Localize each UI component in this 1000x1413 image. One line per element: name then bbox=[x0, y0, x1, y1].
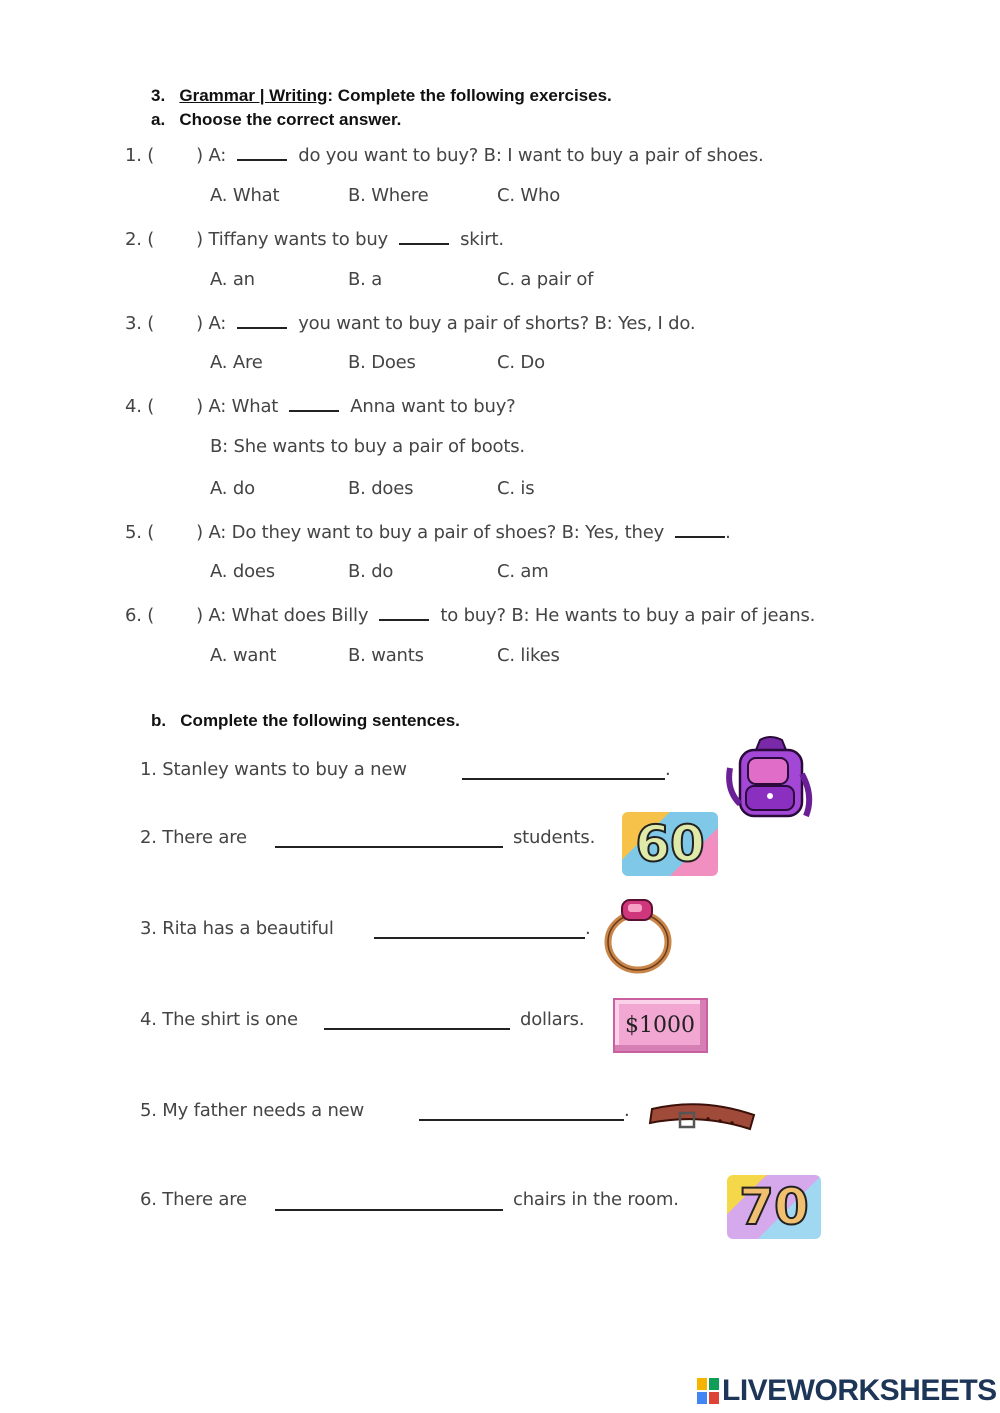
question-text-rest: do you want to buy? B: I want to buy a pair of shoes. bbox=[298, 145, 764, 166]
option-a[interactable]: A. do bbox=[210, 478, 255, 499]
sentence-2: 2. There are bbox=[140, 827, 247, 848]
sentence-6-end: chairs in the room. bbox=[513, 1189, 679, 1210]
option-c[interactable]: C. a pair of bbox=[497, 269, 594, 290]
question-3 bbox=[125, 311, 695, 334]
blank-3 bbox=[237, 311, 287, 329]
question-text-rest: you want to buy a pair of shorts? B: Yes, I do. bbox=[298, 313, 696, 334]
liveworksheets-logo-icon bbox=[697, 1378, 719, 1406]
title-rest: : Complete the following exercises. bbox=[327, 86, 612, 105]
option-b[interactable]: B. wants bbox=[348, 645, 424, 666]
question-number: 3. ( bbox=[125, 313, 155, 334]
part-a-label: a. bbox=[151, 110, 166, 129]
number-60-tile bbox=[622, 812, 718, 876]
question-text-rest: Anna want to buy? bbox=[350, 396, 516, 417]
answer-line-4[interactable] bbox=[324, 1028, 510, 1030]
option-b[interactable]: B. does bbox=[348, 478, 414, 499]
title-sep: | bbox=[254, 86, 270, 105]
part-b-heading bbox=[151, 711, 460, 731]
question-4-line2: B: She wants to buy a pair of boots. bbox=[210, 436, 525, 457]
question-2 bbox=[125, 227, 504, 250]
option-a[interactable]: A. Are bbox=[210, 352, 263, 373]
question-number: 6. ( bbox=[125, 605, 155, 626]
option-c[interactable]: C. am bbox=[497, 561, 549, 582]
question-6 bbox=[125, 603, 815, 626]
question-1 bbox=[125, 143, 764, 166]
option-a[interactable]: A. What bbox=[210, 185, 280, 206]
option-a[interactable]: A. an bbox=[210, 269, 255, 290]
title-grammar: Grammar bbox=[179, 86, 255, 105]
price-tag-label: $1000 bbox=[625, 1013, 695, 1038]
option-a[interactable]: A. does bbox=[210, 561, 275, 582]
blank-5 bbox=[675, 520, 725, 538]
question-5 bbox=[125, 520, 731, 543]
sentence-4-end: dollars. bbox=[520, 1009, 585, 1030]
option-b[interactable]: B. a bbox=[348, 269, 383, 290]
blank-4 bbox=[289, 394, 339, 412]
number-70-tile bbox=[727, 1175, 821, 1239]
question-text: ) A: What does Billy bbox=[196, 605, 369, 626]
answer-line-1[interactable] bbox=[462, 778, 665, 780]
answer-line-3[interactable] bbox=[374, 937, 585, 939]
blank-2 bbox=[399, 227, 449, 245]
question-text: ) A: What bbox=[196, 396, 279, 417]
question-number: 2. ( bbox=[125, 229, 155, 250]
question-text: ) A: bbox=[196, 313, 227, 334]
question-text: ) A: bbox=[196, 145, 227, 166]
option-c[interactable]: C. is bbox=[497, 478, 535, 499]
question-number: 4. ( bbox=[125, 396, 155, 417]
question-number: 5. ( bbox=[125, 522, 155, 543]
number-60-label: 60 bbox=[635, 815, 705, 873]
sentence-3: 3. Rita has a beautiful bbox=[140, 918, 334, 939]
option-b[interactable]: B. Where bbox=[348, 185, 429, 206]
backpack-icon bbox=[726, 734, 814, 826]
answer-line-2[interactable] bbox=[275, 846, 503, 848]
answer-line-5[interactable] bbox=[419, 1119, 624, 1121]
question-text-rest: . bbox=[725, 522, 731, 543]
question-text: ) Tiffany wants to buy bbox=[196, 229, 388, 250]
section-number: 3. bbox=[151, 86, 166, 105]
option-c[interactable]: C. likes bbox=[497, 645, 560, 666]
question-text: ) A: Do they want to buy a pair of shoes? B: Yes, they bbox=[196, 522, 665, 543]
option-b[interactable]: B. do bbox=[348, 561, 394, 582]
sentence-5: 5. My father needs a new bbox=[140, 1100, 365, 1121]
option-c[interactable]: C. Who bbox=[497, 185, 561, 206]
part-b-title: Complete the following sentences. bbox=[180, 711, 460, 730]
answer-line-6[interactable] bbox=[275, 1209, 503, 1211]
ring-icon bbox=[600, 896, 676, 974]
option-a[interactable]: A. want bbox=[210, 645, 277, 666]
title-writing: Writing bbox=[269, 86, 328, 105]
question-text-rest: skirt. bbox=[460, 229, 504, 250]
sentence-2-end: students. bbox=[513, 827, 596, 848]
sentence-6: 6. There are bbox=[140, 1189, 247, 1210]
blank-1 bbox=[237, 143, 287, 161]
blank-6 bbox=[379, 603, 429, 621]
question-text-rest: to buy? B: He wants to buy a pair of jeans. bbox=[440, 605, 816, 626]
part-a-title: Choose the correct answer. bbox=[179, 110, 402, 129]
sentence-4: 4. The shirt is one bbox=[140, 1009, 298, 1030]
sentence-5-end: . bbox=[624, 1100, 630, 1121]
question-number: 1. ( bbox=[125, 145, 155, 166]
option-c[interactable]: C. Do bbox=[497, 352, 545, 373]
part-a-heading bbox=[151, 110, 401, 130]
sentence-1: 1. Stanley wants to buy a new bbox=[140, 759, 407, 780]
section-heading bbox=[151, 86, 612, 106]
option-b[interactable]: B. Does bbox=[348, 352, 416, 373]
number-70-label: 70 bbox=[739, 1178, 809, 1236]
brand-logo-text[interactable]: LIVEWORKSHEETS bbox=[722, 1374, 997, 1407]
sentence-1-end: . bbox=[665, 759, 671, 780]
price-tag bbox=[613, 998, 708, 1053]
sentence-3-end: . bbox=[585, 918, 591, 939]
belt-icon bbox=[646, 1095, 760, 1139]
question-4 bbox=[125, 394, 516, 417]
part-b-label: b. bbox=[151, 711, 167, 730]
